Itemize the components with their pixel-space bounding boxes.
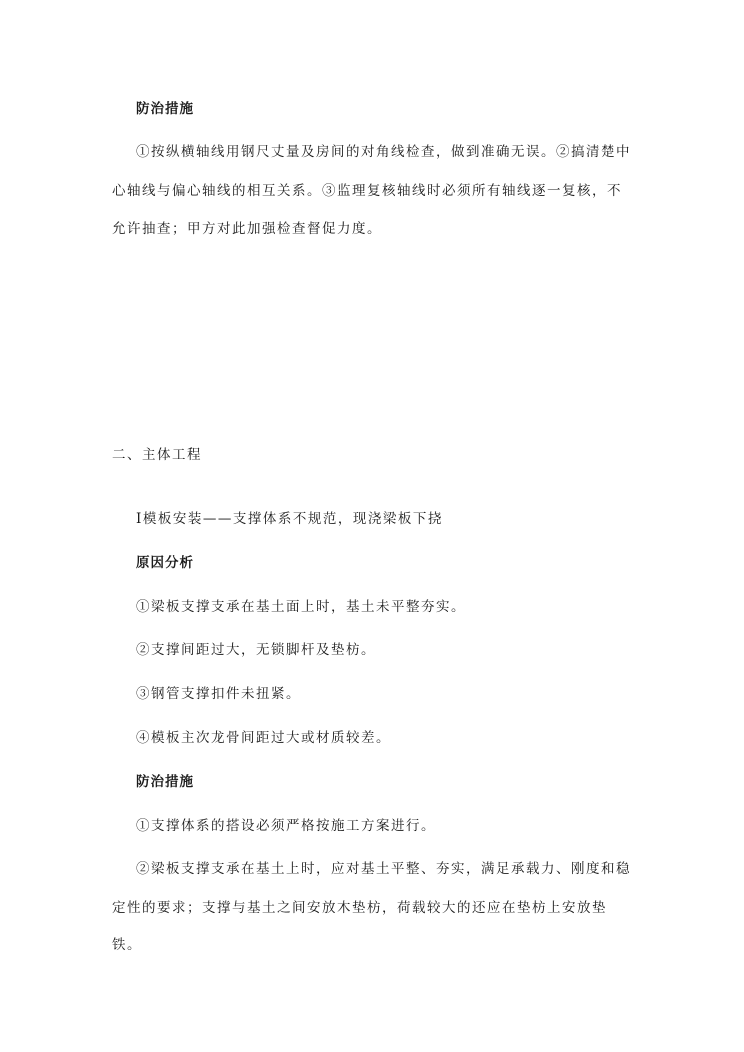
paragraph-line: 定性的要求；支撑与基土之间安放木垫枋，荷载较大的还应在垫枋上安放垫 (112, 900, 607, 916)
section2-subtitle: Ⅰ模板安装——支撑体系不规范，现浇梁板下挠 (136, 511, 443, 527)
list-item: ②支撑间距过大，无锁脚杆及垫枋。 (136, 642, 376, 658)
list-item: ④模板主次龙骨间距过大或材质较差。 (136, 730, 391, 746)
section2-title: 二、主体工程 (112, 447, 202, 463)
list-item: ③钢管支撑扣件未扭紧。 (136, 686, 301, 702)
paragraph-line: ②梁板支撑支承在基土上时，应对基土平整、夯实，满足承载力、刚度和稳 (136, 861, 631, 877)
measure-item: ①支撑体系的搭设必须严格按施工方案进行。 (136, 818, 436, 834)
paragraph-line: 允许抽查；甲方对此加强检查督促力度。 (112, 221, 382, 237)
paragraph-line: 心轴线与偏心轴线的相互关系。③监理复核轴线时必须所有轴线逐一复核，不 (112, 183, 622, 199)
measure-heading: 防治措施 (136, 774, 194, 790)
section1-heading: 防治措施 (136, 101, 194, 117)
cause-heading: 原因分析 (136, 555, 194, 571)
paragraph-line: 铁。 (112, 937, 142, 953)
list-item: ①梁板支撑支承在基土面上时，基土未平整夯实。 (136, 599, 466, 615)
paragraph-line: ①按纵横轴线用钢尺丈量及房间的对角线检查，做到准确无误。②搞清楚中 (136, 144, 631, 160)
